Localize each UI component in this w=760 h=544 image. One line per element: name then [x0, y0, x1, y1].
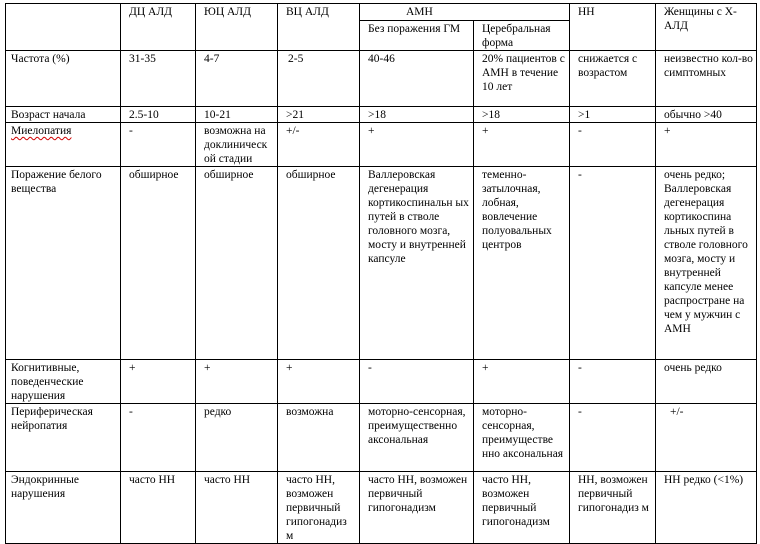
cell-amn-no-brain: >18	[360, 107, 474, 123]
cell-women: очень редко; Валлеровская дегенерация кортикоспина льных путей в стволе головного мозга, мосту и внутренней капсуле менее распростране на чем у мужчин с АМН	[656, 167, 757, 360]
cell-juc: часто НН	[196, 472, 278, 544]
cell-amn-cerebral: 20% пациентов с АМН в течение 10 лет	[474, 51, 570, 107]
cell-vc: +	[278, 360, 360, 404]
cell-amn-no-brain: +	[360, 123, 474, 167]
header-amn: АМН	[360, 4, 570, 21]
ald-comparison-table	[5, 3, 757, 544]
row-label: Возраст начала	[6, 107, 121, 123]
cell-women: обычно >40	[656, 107, 757, 123]
row-frequency	[6, 51, 757, 107]
cell-nn: -	[570, 404, 656, 472]
myelopathy-label-text: Миелопатия	[11, 125, 72, 137]
women-frequency-text: неизвестно кол-во симптомных	[664, 53, 753, 79]
cell-amn-cerebral: часто НН, возможен первичный гипогонадизм	[474, 472, 570, 544]
cell-nn: >1	[570, 107, 656, 123]
cell-dc: +	[121, 360, 196, 404]
cell-amn-no-brain: 40-46	[360, 51, 474, 107]
cell-dc: часто НН	[121, 472, 196, 544]
row-myelopathy	[6, 123, 757, 167]
header-nn: НН	[570, 4, 656, 51]
header-women-x-ald: Женщины с Х-АЛД	[656, 4, 757, 51]
cell-juc: 4-7	[196, 51, 278, 107]
cell-amn-no-brain: моторно-сенсорная, преимущественно аксональная	[360, 404, 474, 472]
row-onset-age	[6, 107, 757, 123]
cell-dc: 31-35	[121, 51, 196, 107]
cell-amn-cerebral: >18	[474, 107, 570, 123]
header-row	[6, 4, 757, 21]
row-label: Частота (%)	[6, 51, 121, 107]
row-endocrine	[6, 472, 757, 544]
cell-amn-cerebral: теменно-затылочная, лобная, вовлечение полуовальных центров	[474, 167, 570, 360]
header-amn-cerebral: Церебральная форма	[474, 21, 570, 51]
header-vc-ald: ВЦ АЛД	[278, 4, 360, 51]
cell-juc: обширное	[196, 167, 278, 360]
cell-women	[656, 51, 757, 107]
cell-dc: -	[121, 404, 196, 472]
cell-nn: -	[570, 123, 656, 167]
cell-vc: 2-5	[278, 51, 360, 107]
cell-juc: возможна на доклиническ ой стадии	[196, 123, 278, 167]
row-cognitive	[6, 360, 757, 404]
cell-amn-no-brain: Валлеровская дегенерация кортикоспинальн ых путей в стволе головного мозга, мосту и внутренней капсуле	[360, 167, 474, 360]
cell-nn: -	[570, 167, 656, 360]
cell-vc: +/-	[278, 123, 360, 167]
cell-juc: редко	[196, 404, 278, 472]
cell-amn-no-brain: часто НН, возможен первичный гипогонадизм	[360, 472, 474, 544]
row-label	[6, 123, 121, 167]
cell-dc: -	[121, 123, 196, 167]
cell-women: НН редко (<1%)	[656, 472, 757, 544]
cell-amn-cerebral: +	[474, 360, 570, 404]
cell-juc: 10-21	[196, 107, 278, 123]
cell-juc: +	[196, 360, 278, 404]
row-label: Поражение белого вещества	[6, 167, 121, 360]
row-label: Периферическая нейропатия	[6, 404, 121, 472]
cell-women: +/-	[656, 404, 757, 472]
cell-nn: -	[570, 360, 656, 404]
cell-vc: часто НН, возможен первичный гипогонадиз м	[278, 472, 360, 544]
row-label: Эндокринные нарушения	[6, 472, 121, 544]
cell-dc: обширное	[121, 167, 196, 360]
cell-dc: 2.5-10	[121, 107, 196, 123]
cell-vc: обширное	[278, 167, 360, 360]
cell-vc: возможна	[278, 404, 360, 472]
header-empty-cell	[6, 4, 121, 51]
header-amn-no-brain: Без поражения ГМ	[360, 21, 474, 51]
row-neuropathy	[6, 404, 757, 472]
cell-nn: снижается с возрастом	[570, 51, 656, 107]
cell-women: +	[656, 123, 757, 167]
cell-nn: НН, возможен первичный гипогонадиз м	[570, 472, 656, 544]
row-label: Когнитивные, поведенческие нарушения	[6, 360, 121, 404]
cell-amn-no-brain: -	[360, 360, 474, 404]
cell-vc: >21	[278, 107, 360, 123]
header-juc-ald: ЮЦ АЛД	[196, 4, 278, 51]
cell-amn-cerebral: +	[474, 123, 570, 167]
cell-amn-cerebral: моторно-сенсорная, преимуществе нно аксональная	[474, 404, 570, 472]
cell-women: очень редко	[656, 360, 757, 404]
header-dc-ald: ДЦ АЛД	[121, 4, 196, 51]
row-white-matter	[6, 167, 757, 360]
